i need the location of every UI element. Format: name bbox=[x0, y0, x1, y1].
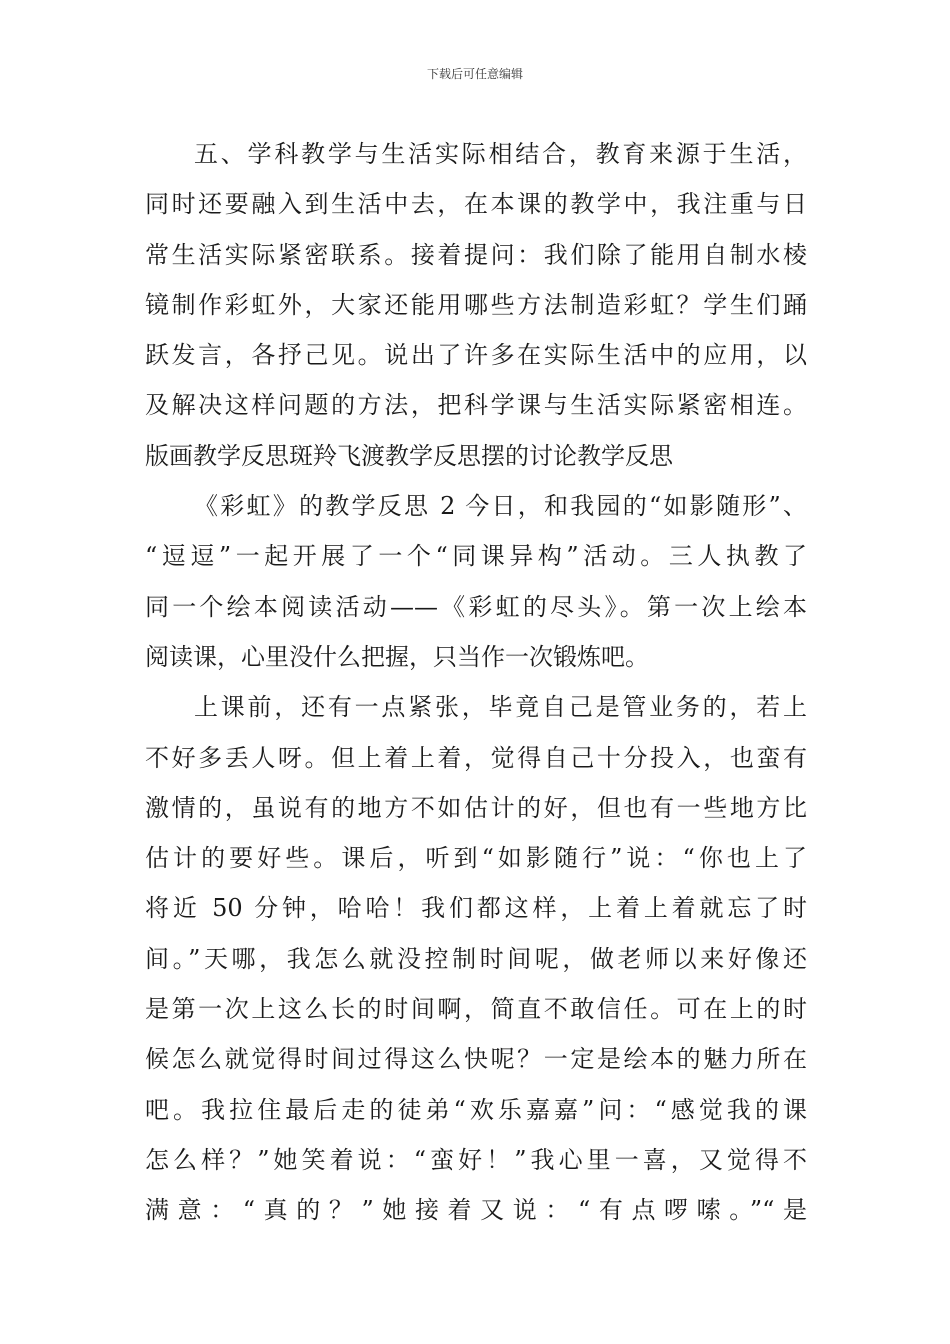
text-line: 满意：“真的？”她接着又说：“有点啰嗦。”“是 bbox=[145, 1196, 807, 1225]
text-line: 估计的要好些。课后，听到“如影随行”说：“你也上了 bbox=[145, 844, 807, 873]
text-line: 是第一次上这么长的时间啊，简直不敢信任。可在上的时 bbox=[145, 995, 807, 1024]
text-line: 常生活实际紧密联系。接着提问：我们除了能用自制水棱 bbox=[145, 240, 807, 269]
text-line: 同一个绘本阅读活动——《彩虹的尽头》。第一次上绘本 bbox=[145, 592, 807, 621]
text-line: 间。”天哪，我怎么就没控制时间呢，做老师以来好像还 bbox=[145, 944, 807, 973]
text-line: 同时还要融入到生活中去，在本课的教学中，我注重与日 bbox=[145, 190, 807, 219]
text-line: 跃发言，各抒己见。说出了许多在实际生活中的应用，以 bbox=[145, 341, 807, 370]
text-line: 版画教学反思斑羚飞渡教学反思摆的讨论教学反思 bbox=[145, 441, 673, 470]
body-text bbox=[145, 129, 807, 1236]
text-line: 候怎么就觉得时间过得这么快呢？一定是绘本的魅力所在 bbox=[145, 1045, 807, 1074]
text-line: “逗逗”一起开展了一个“同课异构”活动。三人执教了 bbox=[145, 542, 807, 571]
text-line: 吧。我拉住最后走的徒弟“欢乐嘉嘉”问：“感觉我的课 bbox=[145, 1095, 807, 1124]
text-line: 镜制作彩虹外，大家还能用哪些方法制造彩虹？学生们踊 bbox=[145, 290, 807, 319]
text-line: 《彩虹》的教学反思 2 今日，和我园的“如影随形”、 bbox=[194, 492, 807, 521]
text-line: 五、学科教学与生活实际相结合，教育来源于生活， bbox=[194, 140, 807, 168]
page-header: 下载后可任意编辑 bbox=[426, 67, 523, 81]
text-line: 上课前，还有一点紧张，毕竟自己是管业务的，若上 bbox=[194, 693, 807, 722]
text-line: 不好多丢人呀。但上着上着，觉得自己十分投入，也蛮有 bbox=[145, 743, 807, 772]
text-line: 及解决这样问题的方法，把科学课与生活实际紧密相连。 bbox=[145, 391, 807, 420]
text-line: 激情的，虽说有的地方不如估计的好，但也有一些地方比 bbox=[145, 793, 807, 822]
text-line: 阅读课，心里没什么把握，只当作一次锻炼吧。 bbox=[145, 642, 649, 671]
text-line: 怎么样？”她笑着说：“蛮好！”我心里一喜，又觉得不 bbox=[145, 1145, 807, 1174]
text-line: 将近 50 分钟，哈哈！我们都这样，上着上着就忘了时 bbox=[145, 894, 807, 923]
